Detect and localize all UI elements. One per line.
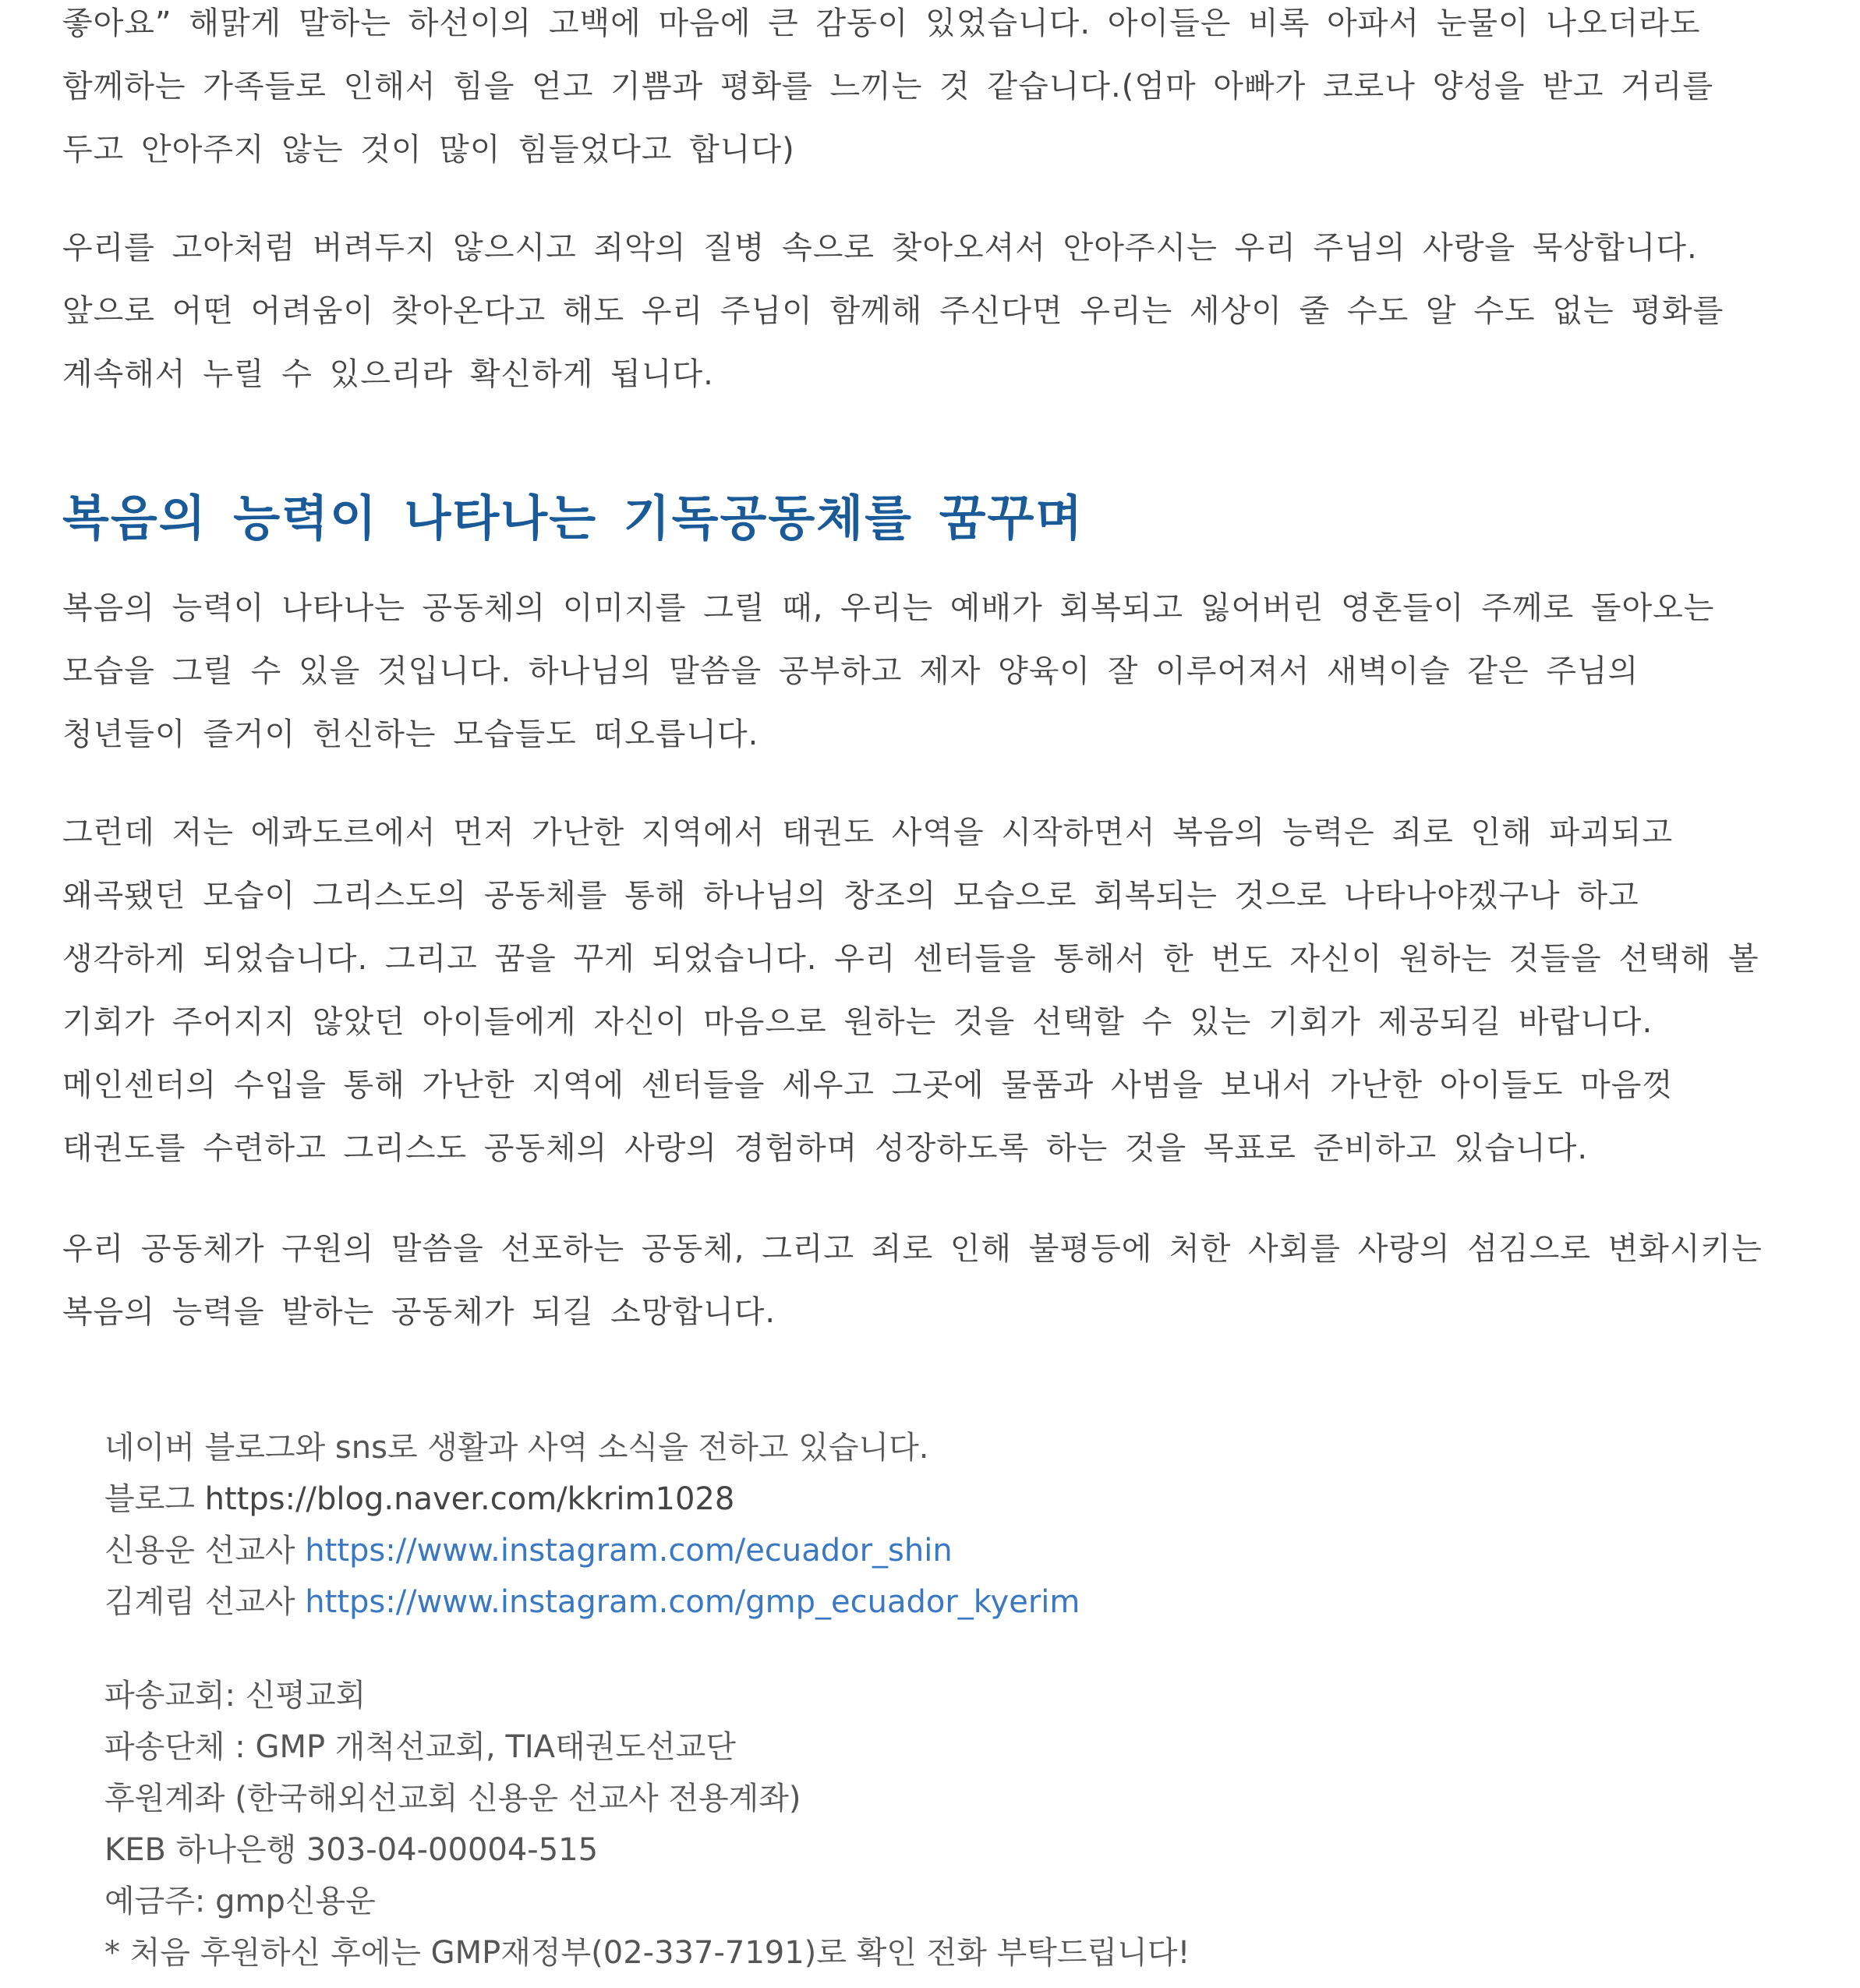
kim-label: 김계림 선교사 bbox=[104, 1584, 295, 1620]
support-note: * 처음 후원하신 후에는 GMP재정부(02-337-7191)로 확인 전화 부탁드립니다! bbox=[104, 1935, 1190, 1971]
contact-intro: 네이버 블로그와 sns로 생활과 사역 소식을 전하고 있습니다. bbox=[104, 1430, 929, 1466]
paragraph-line: 두고 안아주지 않는 것이 많이 힘들었다고 합니다) bbox=[62, 132, 795, 168]
section-paragraph-2 bbox=[62, 801, 1840, 1180]
paragraph-line: 복음의 능력을 발하는 공동체가 되길 소망합니다. bbox=[62, 1294, 776, 1330]
paragraph-line: 복음의 능력이 나타나는 공동체의 이미지를 그릴 때, 우리는 예배가 회복되고 잃어버린 영혼들이 주께로 돌아오는 bbox=[62, 590, 1715, 626]
support-block bbox=[104, 1670, 1190, 1979]
paragraph-line: 생각하게 되었습니다. 그리고 꿈을 꾸게 되었습니다. 우리 센터들을 통해서 한 번도 자신이 원하는 것들을 선택해 볼 bbox=[62, 941, 1759, 977]
paragraph-line: 좋아요” 해맑게 말하는 하선이의 고백에 마음에 큰 감동이 있었습니다. 아이들은 비록 아파서 눈물이 나오더라도 bbox=[62, 5, 1701, 41]
paragraph-line: 기회가 주어지지 않았던 아이들에게 자신이 마음으로 원하는 것을 선택할 수 있는 기회가 제공되길 바랍니다. bbox=[62, 1004, 1653, 1040]
account-number: KEB 하나은행 303-04-00004-515 bbox=[104, 1832, 599, 1868]
blog-line bbox=[104, 1473, 1080, 1525]
shin-label: 신용운 선교사 bbox=[104, 1533, 295, 1569]
account-title: 후원계좌 (한국해외선교회 신용운 선교사 전용계좌) bbox=[104, 1781, 801, 1816]
section-heading: 복음의 능력이 나타나는 기독공동체를 꿈꾸며 bbox=[62, 490, 1084, 547]
section-paragraph-1 bbox=[62, 577, 1840, 766]
shin-instagram-link[interactable]: https://www.instagram.com/ecuador_shin bbox=[305, 1533, 953, 1569]
shin-instagram-line bbox=[104, 1525, 1080, 1576]
section-paragraph-3 bbox=[62, 1218, 1840, 1344]
paragraph-line: 모습을 그릴 수 있을 것입니다. 하나님의 말씀을 공부하고 제자 양육이 잘 이루어져서 새벽이슬 같은 주님의 bbox=[62, 653, 1639, 689]
kim-instagram-link[interactable]: https://www.instagram.com/gmp_ecuador_kyerim bbox=[305, 1584, 1080, 1620]
account-holder: 예금주: gmp신용운 bbox=[104, 1884, 376, 1919]
sending-church: 파송교회: 신평교회 bbox=[104, 1678, 366, 1714]
paragraph-line: 그런데 저는 에콰도르에서 먼저 가난한 지역에서 태권도 사역을 시작하면서 복음의 능력은 죄로 인해 파괴되고 bbox=[62, 815, 1674, 851]
sending-organization: 파송단체 : GMP 개척선교회, TIA태권도선교단 bbox=[104, 1729, 736, 1765]
paragraph-line: 앞으로 어떤 어려움이 찾아온다고 해도 우리 주님이 함께해 주신다면 우리는 세상이 줄 수도 알 수도 없는 평화를 bbox=[62, 293, 1724, 329]
paragraph-line: 우리를 고아처럼 버려두지 않으시고 죄악의 질병 속으로 찾아오셔서 안아주시는 우리 주님의 사랑을 묵상합니다. bbox=[62, 230, 1698, 266]
contact-block bbox=[104, 1422, 1080, 1628]
paragraph-line: 계속해서 누릴 수 있으리라 확신하게 됩니다. bbox=[62, 356, 714, 392]
paragraph-line: 함께하는 가족들로 인해서 힘을 얻고 기쁨과 평화를 느끼는 것 같습니다.(엄마 아빠가 코로나 양성을 받고 거리를 bbox=[62, 69, 1714, 104]
paragraph-2 bbox=[62, 217, 1840, 406]
blog-label: 블로그 bbox=[104, 1481, 195, 1517]
paragraph-line: 청년들이 즐거이 헌신하는 모습들도 떠오릅니다. bbox=[62, 716, 759, 752]
paragraph-line: 메인센터의 수입을 통해 가난한 지역에 센터들을 세우고 그곳에 물품과 사범을 보내서 가난한 아이들도 마음껏 bbox=[62, 1067, 1674, 1103]
blog-url: https://blog.naver.com/kkrim1028 bbox=[204, 1481, 735, 1517]
kim-instagram-line bbox=[104, 1576, 1080, 1628]
paragraph-line: 왜곡됐던 모습이 그리스도의 공동체를 통해 하나님의 창조의 모습으로 회복되는 것으로 나타나야겠구나 하고 bbox=[62, 878, 1639, 914]
paragraph-1 bbox=[62, 0, 1840, 182]
paragraph-line: 우리 공동체가 구원의 말씀을 선포하는 공동체, 그리고 죄로 인해 불평등에 처한 사회를 사랑의 섬김으로 변화시키는 bbox=[62, 1231, 1763, 1267]
paragraph-line: 태권도를 수련하고 그리스도 공동체의 사랑의 경험하며 성장하도록 하는 것을 목표로 준비하고 있습니다. bbox=[62, 1130, 1589, 1166]
